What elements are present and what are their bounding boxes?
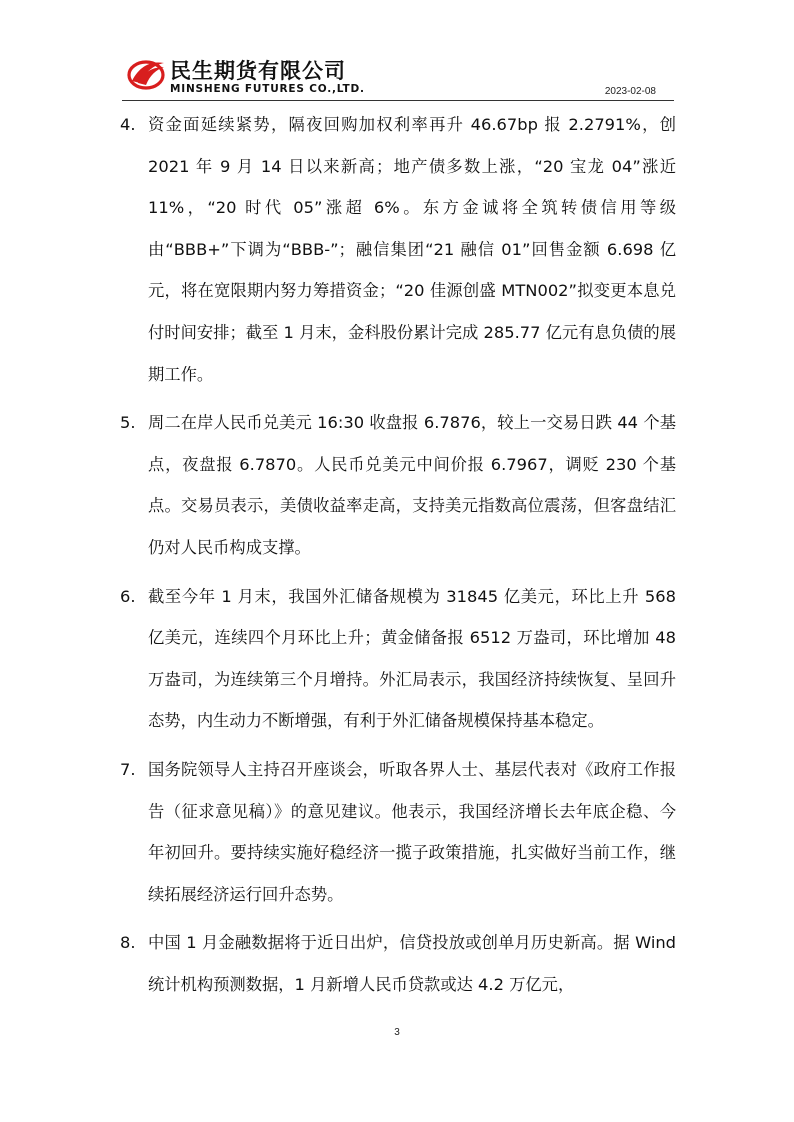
company-name-cn: 民生期货有限公司 xyxy=(170,59,346,83)
item-number: 8. xyxy=(120,933,136,953)
item-number: 4. xyxy=(120,115,136,134)
item-text: 周二在岸人民币兑美元 16:30 收盘报 6.7876，较上一交易日跌 44 个基点，夜盘报 6.7870。人民币兑美元中间价报 6.7967，调贬 230 个基点。交易员表示，美债收益率走高，支持美元指数高位震荡，但客盘结汇仍对人民币构成支撑。 xyxy=(148,413,676,557)
news-item-4 xyxy=(120,104,676,395)
news-list xyxy=(120,104,676,1012)
news-item-7 xyxy=(120,749,676,915)
report-date: 2023-02-08 xyxy=(604,86,656,97)
item-text: 截至今年 1 月末，我国外汇储备规模为 31845 亿美元，环比上升 568 亿美元，连续四个月环比上升；黄金储备报 6512 万盎司，环比增加 48 万盎司，为连续第三个月增持。外汇局表示，我国经济持续恢复、呈回升态势，内生动力不断增强，有利于外汇储备规模保持基本稳定。 xyxy=(148,586,676,731)
company-name-en: MINSHENG FUTURES CO.,LTD. xyxy=(170,83,365,95)
item-number: 6. xyxy=(120,586,136,606)
page-header xyxy=(122,52,674,104)
header-divider xyxy=(122,100,674,101)
item-text: 国务院领导人主持召开座谈会，听取各界人士、基层代表对《政府工作报告（征求意见稿）》的意见建议。他表示，我国经济增长去年底企稳、今年初回升。要持续实施好稳经济一揽子政策措施，扎实做好当前工作，继续拓展经济运行回升态势。 xyxy=(148,759,676,904)
swoosh-logo-icon xyxy=(126,57,166,91)
news-item-5 xyxy=(120,402,676,568)
news-item-6 xyxy=(120,576,676,742)
item-number: 7. xyxy=(120,759,136,779)
item-number: 5. xyxy=(120,413,136,433)
item-text: 中国 1 月金融数据将于近日出炉，信贷投放或创单月历史新高。据 Wind 统计机构预测数据，1 月新增人民币贷款或达 4.2 万亿元， xyxy=(148,933,676,994)
item-text: 资金面延续紧势，隔夜回购加权利率再升 46.67bp 报 2.2791%，创 2021 年 9 月 14 日以来新高；地产债多数上涨，“20 宝龙 04”涨近 11%，“20 时代 05”涨超 6%。东方金诚将全筑转债信用等级由“BBB+”下调为“BBB-”；融信集团“21 融信 01”回售金额 6.698 亿元，将在宽限期内努力筹措资金；“20 佳源创盛 MTN002”拟变更本息兑付时间安排；截至 1 月末，金科股份累计完成 285.77 亿元有息负债的展期工作。 xyxy=(148,115,676,384)
news-item-8 xyxy=(120,922,676,1005)
page-number: 3 xyxy=(394,1027,400,1038)
